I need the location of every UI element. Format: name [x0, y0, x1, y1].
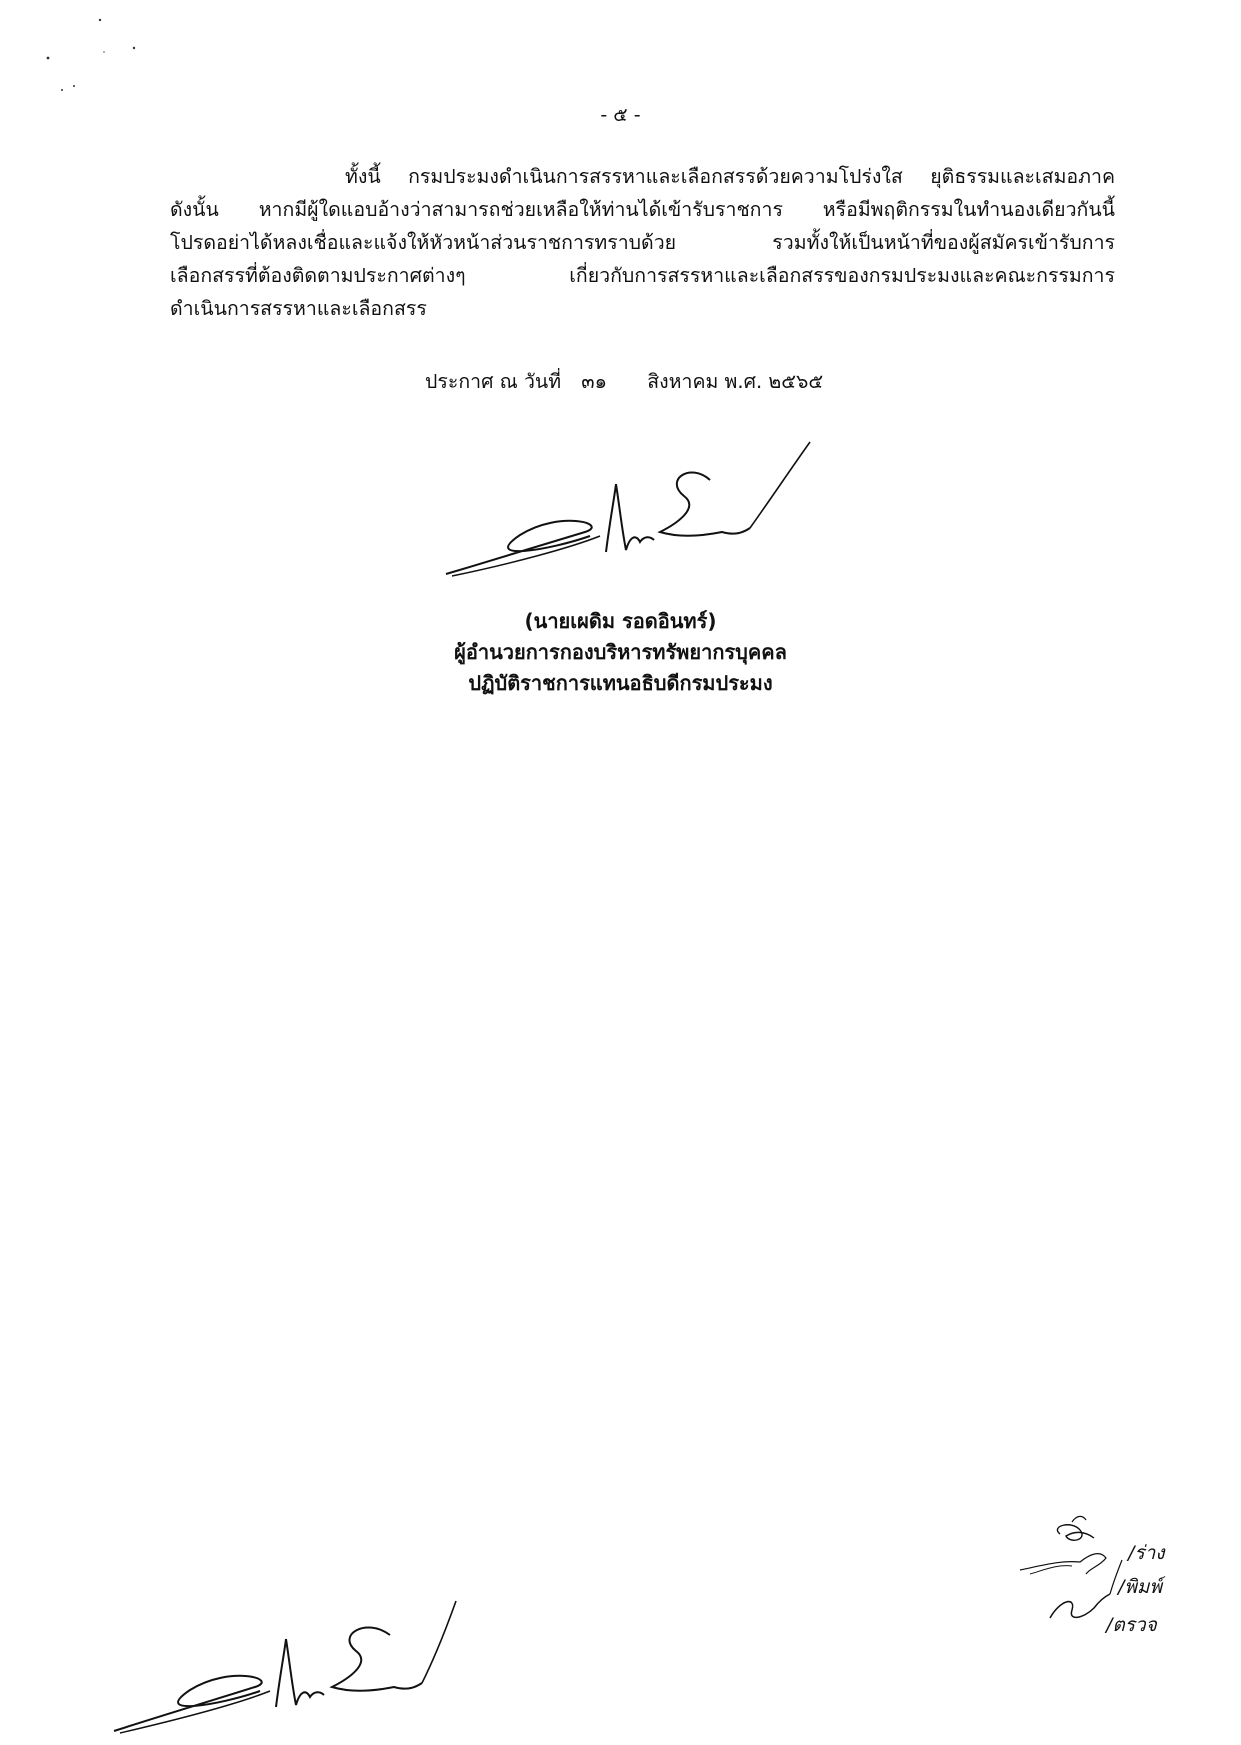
- notice-paragraph: [170, 160, 1115, 325]
- signer-position: ผู้อำนวยการกองบริหารทรัพยากรบุคคล: [454, 640, 787, 664]
- initial-check-label: /ตรวจ: [1106, 1614, 1157, 1636]
- announcement-month-year: สิงหาคม พ.ศ. ๒๕๖๕: [647, 370, 824, 393]
- paragraph-line: ดำเนินการสรรหาและเลือกสรร: [170, 297, 427, 320]
- announcement-day: ๓๑: [581, 370, 608, 393]
- announcement-prefix: ประกาศ ณ วันที่: [425, 370, 562, 393]
- paragraph-line: ทั้งนี้ กรมประมงดำเนินการสรรหาและเลือกสรรด้วยความโปร่งใส ยุติธรรมและเสมอภาค: [345, 165, 1115, 188]
- page-number: - ๕ -: [600, 104, 641, 126]
- signer-name: (นายเผดิม รอดอินทร์): [524, 609, 717, 633]
- signer-block: [0, 606, 1241, 699]
- paragraph-line: เลือกสรรที่ต้องติดตามประกาศต่างๆ เกี่ยวกับการสรรหาและเลือกสรรของกรมประมงและคณะกรรมการ: [170, 264, 1115, 287]
- initial-print-label: /พิมพ์: [1118, 1576, 1162, 1598]
- paragraph-line: โปรดอย่าได้หลงเชื่อและแจ้งให้หัวหน้าส่วนราชการทราบด้วย รวมทั้งให้เป็นหน้าที่ของผู้สมัครเข้ารับการ: [170, 231, 1115, 254]
- announcement-date: [425, 366, 837, 397]
- signature-image-bottom: [110, 1595, 530, 1745]
- initial-draft-label: /ร่าง: [1128, 1542, 1165, 1564]
- signature-image: [440, 440, 860, 590]
- signer-acting-for: ปฏิบัติราชการแทนอธิบดีกรมประมง: [468, 671, 773, 695]
- paragraph-line: ดังนั้น หากมีผู้ใดแอบอ้างว่าสามารถช่วยเหลือให้ท่านได้เข้ารับราชการ หรือมีพฤติกรรมในทำนองเดียวกันนี้: [170, 198, 1115, 221]
- initials-marks: [1010, 1500, 1210, 1620]
